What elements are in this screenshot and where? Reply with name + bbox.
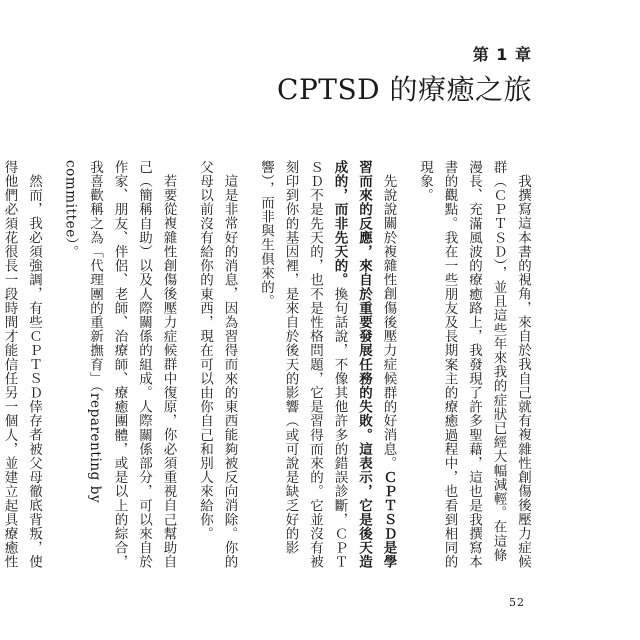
paragraph-gap (46, 160, 58, 572)
paragraph-gap (181, 160, 193, 572)
paragraph-3: 這是非常好的消息，因為習得而來的東西能夠被反向消除。你的父母以前沒有給你的東西，現在可以由你自己和別人來給你。 (197, 160, 238, 569)
body-text (1, 160, 535, 572)
paragraph-2-intro: 先說說關於複雜性創傷後壓力症候群的好消息。 (380, 173, 397, 470)
paragraph-5: 然而，我必須強調，有些ＣＰＴＳＤ倖存者被父母徹底背叛，使得他們必須花很長一段時間才能信任另一個人，並建立起具療癒性 (1, 160, 42, 569)
paragraph-gap (242, 160, 254, 572)
paragraph-4: 若要從複雜性創傷後壓力症候群中復原，你必須重視自己幫助自己（簡稱自助）以及人際關係的組成。人際關係部分，可以來自於作家、朋友、伴侶、老師、治療師、療癒團體，或是以上的綜合，我喜歡稱之為「代理團的重新撫育」（reparenting by committee）。 (62, 160, 177, 569)
chapter-label: 第 1 章 (472, 45, 532, 64)
paragraph-2 (254, 160, 401, 572)
paragraph-2-rest: 換句話說，不像其他許多的錯誤診斷，ＣＰＴＳＤ不是先天的，也不是性格問題，它是習得而來的。它並沒有被刻印到你的基因裡，是來自於後天的影響（或可說是缺乏好的影響），而非與生俱來的。 (258, 160, 348, 569)
paragraph-1: 我撰寫這本書的視角，來自於我自己就有複雜性創傷後壓力症候群（ＣＰＴＳＤ），並且這些年來我的症狀已經大幅減輕。在這條漫長、充滿風波的療癒路上，我發現了許多聖藉，這也是我撰寫本書的觀點。我在一些朋友及長期案主的療癒過程中，也看到相同的現象。 (417, 160, 531, 569)
paragraph-gap (401, 160, 413, 572)
paragraph-2-emphasis: ＣＰＴＳＤ是學習而來的反應，來自於重要發展任務的失敗。這表示，它是後天造成的，而非先天的。 (331, 160, 397, 569)
page-number: 52 (509, 596, 525, 609)
chapter-title: CPTSD 的療癒之旅 (277, 73, 532, 106)
